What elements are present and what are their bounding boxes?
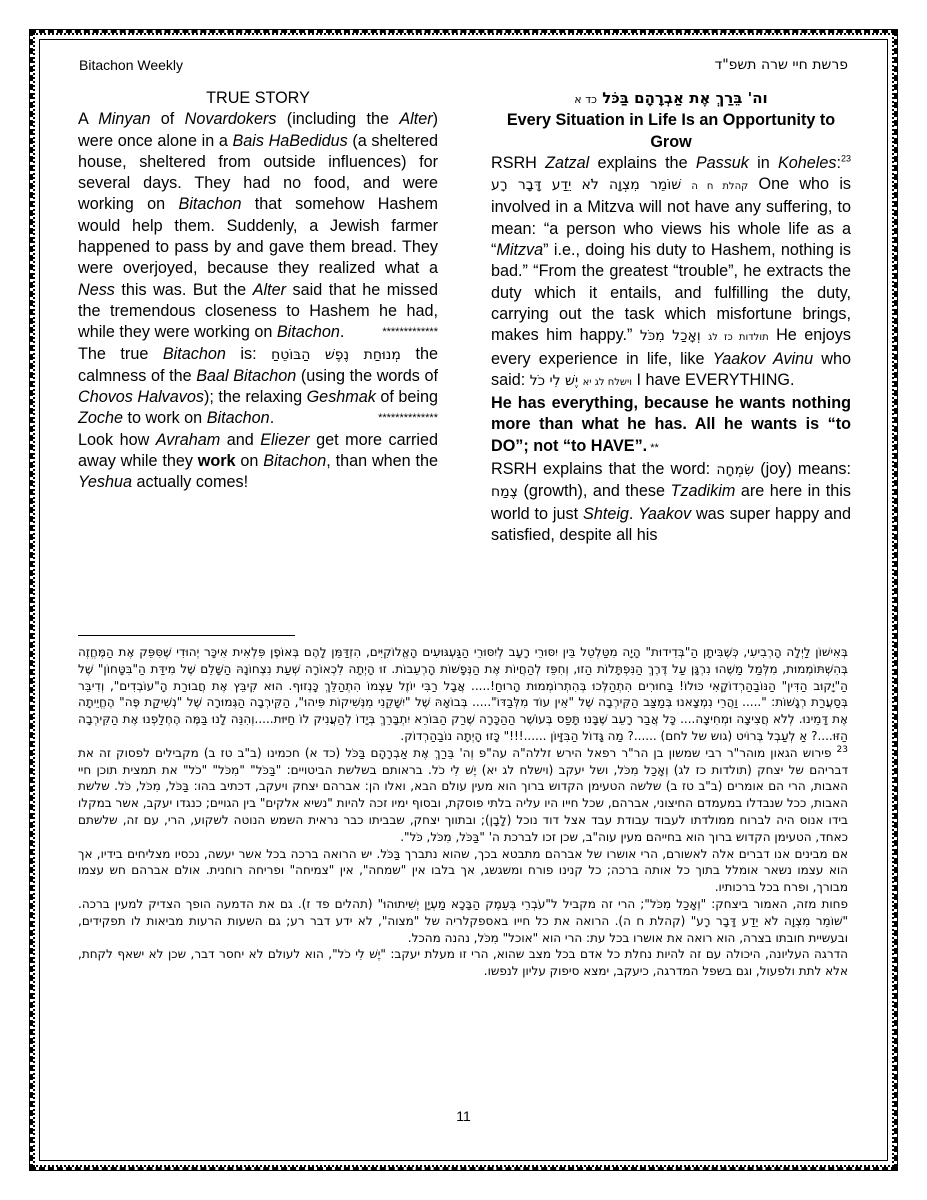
hebrew-phrase: מְנוּחַת נֶפֶשׁ הַבּוֹטֵחַ	[271, 346, 401, 363]
italic-term: Minyan	[98, 110, 151, 129]
text: (joy) means:	[754, 460, 851, 479]
footnote-rule	[78, 635, 295, 636]
text: Shteig	[583, 504, 629, 523]
footnote-number: 23	[836, 744, 848, 755]
text: Zatzal	[545, 153, 590, 172]
heading-passuk: וה' בֵּרַךְ אֶת אַבְרָהָם בַּכֹּל	[602, 89, 768, 107]
text: פירוש הגאון מוהר"ר רבי שמשון בן הר"ר רפאל הירש זללה"ה עה"פ וְה' בֵּרַךְ אֶת אַבְרָהָם בַּכֹּל (כד א) חכמינו (ב"ב טז ב) מקבילים לפסוק זה את דבריהם של יצחק (תולדות כז לג) וְאָכַל מִכֹּל, ושל יעקב (וישלח לג יא) יֶשׁ לִי כֹל. בראותם בשלשת הביטויים: "בַּכֹּל" "מִכֹּל" "כֹל" את תמצית תוכן חיי האבות, הרי הם אומרים (ב"ב טז ב) שלשה הטעימן הקדוש ברוך הוא מעין עולם הבא, ואלו הן: אברהם יצחק ויעקב, דכתיב בהו: בַּכֹּל, מִכֹּל, כֹּל. שלשת האבות, ככל שנבדלו במעמדם החיצוני, אברהם, שכל חייו היו עליה בלתי פוסקת, ובסוף ימיו זכה להיות "נשיא אלקים" בין הגויים; כנגדו יעקב, אשר במקלו בידו אנוס היה לברוח ממולדתו לעבוד עבודת עבד אצל דוד נוכל (לָבָן); ובתווך יצחק, שבביתו כבר נראית השמש הנוטה לשקוע, הרי, עם זה, שלשתם כאחד, הטעימן הקדוש ברוך הוא בחייהם מעין עוה"ב, שכן זכו לברכת ה' "בַּכֹּל, מִכֹּל, כֹּל".	[78, 745, 848, 844]
hebrew-phrase: וְאָכַל מִכֹּל	[639, 328, 701, 345]
article-heading: Every Situation in Life Is an Opportunity to Grow	[506, 111, 836, 151]
text: work	[197, 452, 236, 471]
text: Bitachon	[263, 452, 327, 471]
source-ref: תולדות כז לג	[708, 332, 769, 344]
footnote-star: בְּאִישׁוֹן לַיְלָה הָרְבִיעִי, כְּשֶׁבִּיתָן הַ"בְּדִידוּת" הָיָה מִטַּלְטֵל בֵּין יִסּוּרֵי רָעָב לְיִסּוּרֵי הַגַּעְגּוּעִים הָאֱלוֹקִיִּים, הִזְדַּמֵּן לָהֶם בְּאוֹפֶן פִּלְאִית אִיכָּר יְהוּדִי שֶׁסִּפֵּק אֶת הַמֶּחֱזֶה בְּהִשְׁתּוֹמְמוּת, מִלְּמַל מַשֶּׁהוּ נִרְגָּן עַל דֶּרֶךְ הַנִּפְתָּלוֹת הַזוּ, וְחִפֵּז לְהַחֲיוֹת אֶת הַנְּפָשׁוֹת הָרְעֵבוֹת. זוּ הָיְתָה לִכְאוֹרָה שְׁעַת נִצְחוֹנָהּ הַשָּׁלֵם שֶׁל מִידַּת הַ"בִּטָּחוֹן" שֶׁל הַ"יָקוּב הַדִּין" הַנּוֹבַהַרְדוֹקָאִי כּוּלוֹ! בַּחוּרִים הִתְהַלְּכוּ בְּהִתְרוֹמְמוּת הָרוּחַ!..... אֲבָל רַבִּי יוֹזֶל עַצְמוֹ הִתְהַלֵּךְ כָּנְזוּף. הוּא קִיבֵּץ אֶת חֲבוּרַת הָ"עוֹבְדִים", וְדִיבֵּר בְּסַעֲרַת רְגָשׁוֹת: "..... וַהֲרֵי נִמְצָאנוּ בְּמַצַּב הַקִּירְבָה שֶׁל "אֵין עוֹד מִלְּבַדּוֹ"..... בְּבוֹאָהּ שֶׁל "יִשָּׁקֵנִי מִנְּשִׁיקוֹת פִּיהוּ", הַקִּירְבָה הַגְּמוּרָה שֶׁל "נְשִׁיקַת פֶּה" הֶחֱיֵיתָה אֶת דָּמֵינוּ. לְלֹא חֲצִיצָה וּמְחִיצָה.... כָּל אֲבַר רָעֵב שֶׁבָּנוּ תָּפַס בְּעוֹשֶׁר הַהַכָּרָה שֶׁרַק הַבּוֹרֵא יִתְבָּרֵךְ בְּיָדוֹ לְהַעֲנִיק לוֹ חַיּוּת.....וְהִנֵּה לָנוּ בַּמֶּה הֶחְלַפְנוּ אֶת הַקִּירְבָה הַזּוּ....? אַ לְעַבְל בְּרוֹיט (גוש של לחם) ......? מַה גָּדוֹל הַבִּזָּיוֹן ......!!!" כָּזוּ הָיְתָה נוֹבַהַרְדוֹק.	[78, 645, 848, 743]
text: in	[748, 153, 778, 172]
right-column	[491, 88, 851, 546]
text: get more carried away while they	[78, 430, 438, 471]
text: the calmness of the	[78, 344, 438, 385]
text: Baal Bitachon	[196, 366, 297, 385]
text: Chovos Halvavos	[78, 388, 204, 407]
text: Yaakov Avinu	[712, 349, 814, 368]
hebrew-phrase: יֶשׁ לִי כֹל	[529, 372, 579, 389]
text: , than when the	[326, 452, 438, 471]
hebrew-word: שִׂמְחָה	[716, 462, 755, 479]
footnote-marker: **	[647, 441, 659, 454]
footnote-23-p2: אם מבינים אנו דברים אלה לאשורם, הרי אושרו של אברהם מתבטא בכך, שהוא נתברך בַּכֹּל. יש הרואה ברכה בכל אשר יעשה, נכסיו מצליחים בידיו, אך הוא עצמו נשאר אומלל בתוך כל אותה ברכה; כל קנינו פורח ומשגשג, אך בלבו אין "שמחה", אין "צמיחה" ופריחה רוחנית. אולם אברהם חש עצמו מבורך, ופרח בכל ברכותיו.	[78, 846, 848, 895]
separator-stars: *************	[382, 326, 438, 339]
text: Geshmak	[306, 388, 376, 407]
parsha-title: פרשת חיי שרה תשפ"ד	[714, 57, 848, 73]
text: I have EVERYTHING.	[631, 370, 795, 389]
italic-term: Bitachon	[178, 195, 242, 214]
bold-paragraph	[491, 393, 851, 459]
article-paragraph-2	[491, 459, 851, 546]
text: Yaakov	[638, 504, 692, 523]
source-ref: וישלח לג יא	[582, 376, 632, 388]
text: .	[628, 504, 639, 523]
footnote-23	[78, 745, 848, 846]
hebrew-word: צֶמַח	[491, 484, 518, 501]
footnote-23-p3: פחות מזה, האמור ביצחק: "וְאָכַל מִכֹּל"; הרי זה מקביל ל"עֹבְרֵי בְּעֵמֶק הַבָּכָא מַעְיָן יְשִׁיתוּהוּ" (תהלים פד ז). גם את הדמעה הופך הצדיק למעין ברכה. "שׁוֹמֵר מִצְוָה לֹא יֵדַע דָּבָר רָע" (קהלת ח ה). הרואה את כל חייו באספקלריה של "מצוה", לא ידע דבר רע; גם השעות הרעות מביאות לו תפקידים, ובעשיית חובתו בצרה, הוא רואה את אושרו בכל עת: הרי הוא "אוכל" מִכֹּל, נהנה מהכל.	[78, 896, 848, 945]
newsletter-title: Bitachon Weekly	[79, 57, 184, 73]
text: is:	[225, 344, 272, 363]
text: Mitzva	[496, 241, 544, 260]
hebrew-passuk: שׁוֹמֵר מִצְוָה לֹא יֵדַע דָּבָר רָע	[491, 177, 682, 194]
text: .	[269, 409, 275, 428]
separator-stars: **************	[378, 412, 438, 425]
text: Tzadikim	[670, 482, 736, 501]
text: The true	[78, 344, 163, 363]
text: ” i.e., doing his duty to Hashem, nothing is bad.” “From the greatest “trouble”, he extracts the duty which it entails, and fulfilling the duty, carrying out the task which misfortune brings, makes him happy.”	[491, 241, 851, 345]
source-ref: קהלת ח ה	[691, 181, 749, 193]
text: Passuk	[695, 153, 749, 172]
italic-term: Bitachon	[276, 323, 340, 342]
story-paragraph: A Minyan of Novardokers (including the Alter) were once alone in a Bais HaBedidus (a sheltered house, sheltered from outside influences) for several days. They had no food, and were working on Bitachon that somehow Hashem would help them. Suddenly, a Jewish farmer happened to pass by and gave them bread. They were overjoyed, because they realized what a Ness this was. But the Alter said that he missed the tremendous closeness to Hashem he had, while they were working on Bitachon. *************	[78, 109, 438, 343]
text: He has everything, because he wants nothing more than what he has. All he wants is “to DO”; not “to HAVE”.	[491, 394, 851, 455]
page-header	[79, 57, 848, 79]
text: are here in this world to just	[491, 482, 851, 523]
text: Koheles	[777, 153, 837, 172]
footnotes	[78, 644, 848, 980]
text: He enjoys every experience in life, like	[491, 326, 851, 368]
text: RSRH	[491, 153, 546, 172]
footnote-marker: 23	[840, 153, 851, 164]
story-title: TRUE STORY	[206, 89, 310, 107]
text: Avraham	[155, 430, 221, 449]
article-paragraph-1: RSRH Zatzal explains the Passuk in Koheles:$^{23}$ שׁוֹמֵר מִצְוָה לֹא יֵדַע דָּבָר רָע קהלת ח ה One who is involved in a Mitzva will not have any suffering, to mean: “a person who views his whole life as a “Mitzva” i.e., doing his duty to Hashem, nothing is bad.” “From the greatest “trouble”, he extracts the duty which it entails, and fulfilling the duty, carrying out the task which misfortune brings, makes him happy.” תולדות כז לג וְאָכַל מִכֹּל He enjoys every experience in life, like Yaakov Avinu who said: וישלח לג יא יֶשׁ לִי כֹל I have EVERYTHING.	[491, 153, 852, 389]
text: One who is involved in a Mitzva will not have any suffering, to mean: “a person who views his whole life as a “	[491, 175, 852, 260]
italic-term: Ness	[78, 280, 115, 299]
text: to work on	[123, 409, 207, 428]
text: ); the relaxing	[203, 388, 307, 407]
text: RSRH explains that the word:	[491, 460, 717, 479]
text: Look how	[78, 430, 156, 449]
text: explains the	[589, 153, 696, 172]
italic-term: Alter	[399, 110, 433, 129]
footnote-23-p4: הדרגה העליונה, היכולה עם זה להיות נחלת כל אדם בכל מצב שהוא, הרי זו מעלת יעקב: "יֶשׁ לִי כֹל", הוא לעולם לא יחסר דבר, שכן לא ישאף לקחת, אלא לתת ולפעול, וגם בשפל המדרגה, כיעקב, ימצא סיפוק עליון לנפשו.	[78, 947, 848, 979]
text: (growth), and these	[517, 482, 671, 501]
left-column	[78, 88, 438, 494]
italic-term: Novardokers	[184, 110, 277, 129]
text: Bitachon	[206, 409, 270, 428]
hebrew-heading	[491, 88, 851, 110]
text: who said:	[491, 349, 852, 389]
heading-ref: כד א	[574, 93, 597, 106]
text: Bitachon	[162, 344, 226, 363]
text: Yeshua	[78, 473, 133, 492]
italic-term: Bais HaBedidus	[232, 131, 348, 150]
text: Eliezer	[260, 430, 310, 449]
true-bitachon-paragraph	[78, 344, 438, 430]
text: was super happy and satisfied, despite all his	[491, 504, 851, 544]
italic-term: Alter	[252, 280, 286, 299]
page-number: 11	[456, 1108, 471, 1124]
text: of being	[375, 388, 438, 407]
text: actually comes!	[132, 473, 249, 492]
avraham-paragraph	[78, 430, 438, 494]
text: Zoche	[78, 409, 123, 428]
text: on	[235, 452, 264, 471]
text: and	[220, 430, 261, 449]
text: (using the words of	[296, 366, 438, 385]
